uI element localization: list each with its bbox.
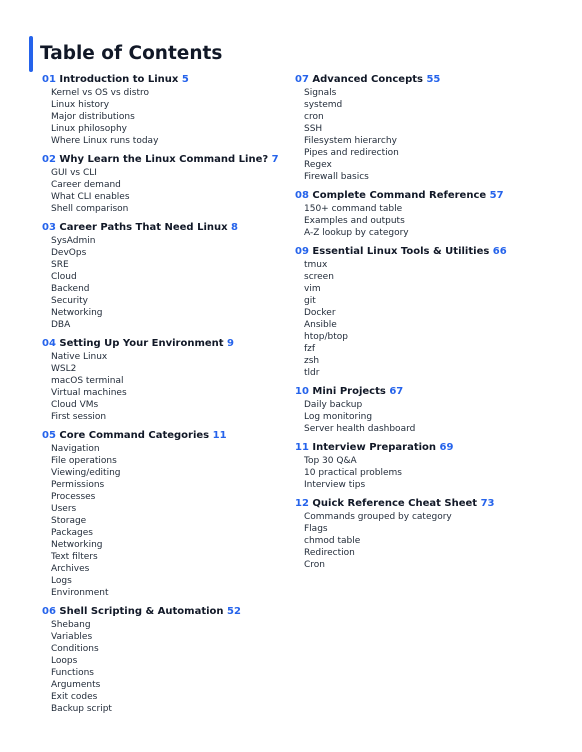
toc-subitem: 150+ command table bbox=[304, 204, 403, 214]
toc-subitem: Log monitoring bbox=[304, 412, 373, 422]
toc-subitem: Regex bbox=[304, 160, 332, 170]
section-number: 10 bbox=[295, 386, 309, 397]
page-title: Table of Contents bbox=[40, 43, 223, 64]
toc-section-heading[interactable] bbox=[42, 429, 292, 443]
toc-subitem: Commands grouped by category bbox=[304, 512, 452, 522]
toc-section bbox=[42, 221, 292, 331]
toc-subitem: Backend bbox=[51, 284, 90, 294]
toc-subitem: fzf bbox=[304, 344, 316, 354]
toc-subitem: vim bbox=[304, 284, 321, 294]
section-number: 04 bbox=[42, 338, 56, 349]
toc-subitem: Examples and outputs bbox=[304, 216, 405, 226]
toc-subitem: Functions bbox=[51, 668, 94, 678]
section-number: 07 bbox=[295, 74, 309, 85]
toc-subitem: Archives bbox=[51, 564, 90, 574]
toc-section-heading[interactable] bbox=[42, 337, 292, 351]
toc-section-heading[interactable] bbox=[295, 189, 555, 203]
toc-subitem: 10 practical problems bbox=[304, 468, 402, 478]
toc-subitem: Filesystem hierarchy bbox=[304, 136, 397, 146]
toc-subitem: Shell comparison bbox=[51, 204, 129, 214]
section-title: Shell Scripting & Automation bbox=[59, 606, 224, 617]
toc-subitem: Server health dashboard bbox=[304, 424, 416, 434]
toc-subitem: screen bbox=[304, 272, 334, 282]
section-page-number: 69 bbox=[439, 442, 454, 453]
section-title: Interview Preparation bbox=[312, 442, 437, 453]
section-page-number: 5 bbox=[181, 74, 189, 85]
toc-subitem: Navigation bbox=[51, 444, 100, 454]
section-page-number: 73 bbox=[480, 498, 495, 509]
toc-subitem: Viewing/editing bbox=[51, 468, 121, 478]
toc-section-heading[interactable] bbox=[42, 153, 292, 167]
toc-subitem: htop/btop bbox=[304, 332, 348, 342]
toc-subitem-list bbox=[42, 167, 292, 215]
section-number: 06 bbox=[42, 606, 56, 617]
toc-subitem-list bbox=[295, 259, 555, 379]
section-title: Why Learn the Linux Command Line? bbox=[59, 154, 269, 165]
toc-subitem: Pipes and redirection bbox=[304, 148, 399, 158]
toc-subitem: Redirection bbox=[304, 548, 355, 558]
title-accent-bar bbox=[29, 36, 33, 72]
toc-subitem: git bbox=[304, 296, 316, 306]
section-title: Setting Up Your Environment bbox=[59, 338, 224, 349]
section-page-number: 55 bbox=[426, 74, 441, 85]
toc-section bbox=[295, 441, 555, 491]
section-number: 02 bbox=[42, 154, 56, 165]
toc-subitem: A-Z lookup by category bbox=[304, 228, 409, 238]
toc-subitem-list bbox=[42, 443, 292, 599]
toc-subitem: chmod table bbox=[304, 536, 361, 546]
toc-subitem: zsh bbox=[304, 356, 320, 366]
toc-subitem-list bbox=[295, 203, 555, 239]
section-number: 09 bbox=[295, 246, 309, 257]
toc-subitem: Arguments bbox=[51, 680, 101, 690]
toc-subitem-list bbox=[42, 235, 292, 331]
toc-subitem: Processes bbox=[51, 492, 96, 502]
toc-subitem: Signals bbox=[304, 88, 337, 98]
toc-section bbox=[295, 497, 555, 571]
toc-subitem: Loops bbox=[51, 656, 78, 666]
toc-subitem-list bbox=[295, 399, 555, 435]
toc-subitem: Major distributions bbox=[51, 112, 135, 122]
toc-subitem: Variables bbox=[51, 632, 93, 642]
toc-section bbox=[42, 337, 292, 423]
toc-subitem: Permissions bbox=[51, 480, 105, 490]
section-title: Advanced Concepts bbox=[312, 74, 423, 85]
toc-column-left bbox=[42, 73, 292, 721]
toc-subitem: Packages bbox=[51, 528, 93, 538]
toc-subitem: File operations bbox=[51, 456, 117, 466]
toc-subitem: macOS terminal bbox=[51, 376, 124, 386]
section-page-number: 57 bbox=[489, 190, 504, 201]
section-title: Mini Projects bbox=[312, 386, 386, 397]
toc-subitem: DBA bbox=[51, 320, 71, 330]
toc-subitem: Ansible bbox=[304, 320, 337, 330]
toc-subitem: Top 30 Q&A bbox=[304, 456, 357, 466]
toc-subitem: Backup script bbox=[51, 704, 112, 714]
toc-subitem: SRE bbox=[51, 260, 69, 270]
section-page-number: 9 bbox=[227, 338, 234, 349]
section-title: Essential Linux Tools & Utilities bbox=[312, 246, 490, 257]
toc-subitem: Career demand bbox=[51, 180, 121, 190]
section-number: 11 bbox=[295, 442, 309, 453]
toc-section-heading[interactable] bbox=[42, 73, 292, 87]
toc-subitem: Linux philosophy bbox=[51, 124, 127, 134]
section-title: Core Command Categories bbox=[59, 430, 210, 441]
toc-section-heading[interactable] bbox=[42, 221, 292, 235]
toc-subitem: Daily backup bbox=[304, 400, 363, 410]
toc-subitem: Interview tips bbox=[304, 480, 366, 490]
section-page-number: 7 bbox=[271, 154, 279, 165]
toc-subitem: Storage bbox=[51, 516, 87, 526]
toc-subitem-list bbox=[295, 87, 555, 183]
toc-subitem: Security bbox=[51, 296, 88, 306]
toc-section-heading[interactable] bbox=[295, 497, 555, 511]
section-page-number: 8 bbox=[231, 222, 239, 233]
section-title: Quick Reference Cheat Sheet bbox=[312, 498, 478, 509]
section-number: 05 bbox=[42, 430, 56, 441]
toc-subitem: Docker bbox=[304, 308, 336, 318]
toc-subitem: tmux bbox=[304, 260, 328, 270]
toc-subitem: Flags bbox=[304, 524, 328, 534]
toc-section bbox=[42, 605, 292, 715]
toc-subitem: Environment bbox=[51, 588, 109, 598]
toc-subitem-list bbox=[295, 455, 555, 491]
section-page-number: 67 bbox=[389, 386, 404, 397]
toc-section-heading[interactable] bbox=[295, 385, 555, 399]
toc-subitem: Logs bbox=[51, 576, 72, 586]
toc-section bbox=[42, 153, 292, 215]
toc-subitem: SSH bbox=[304, 124, 323, 134]
toc-column-right bbox=[295, 73, 555, 577]
toc-section bbox=[295, 189, 555, 239]
toc-section bbox=[295, 385, 555, 435]
toc-section bbox=[42, 429, 292, 599]
toc-subitem: Firewall basics bbox=[304, 172, 369, 182]
section-title: Career Paths That Need Linux bbox=[59, 222, 228, 233]
section-title: Introduction to Linux bbox=[59, 74, 179, 85]
toc-subitem: Cloud VMs bbox=[51, 400, 99, 410]
toc-subitem: Users bbox=[51, 504, 77, 514]
section-number: 12 bbox=[295, 498, 309, 509]
section-title: Complete Command Reference bbox=[312, 190, 487, 201]
toc-subitem: Linux history bbox=[51, 100, 110, 110]
toc-subitem-list bbox=[42, 351, 292, 423]
toc-subitem: What CLI enables bbox=[51, 192, 130, 202]
toc-subitem: WSL2 bbox=[51, 364, 77, 374]
toc-subitem: Kernel vs OS vs distro bbox=[51, 88, 149, 98]
toc-subitem: Networking bbox=[51, 540, 103, 550]
toc-subitem: GUI vs CLI bbox=[51, 168, 97, 178]
toc-section bbox=[295, 245, 555, 379]
toc-section bbox=[295, 73, 555, 183]
toc-subitem: Cron bbox=[304, 560, 325, 570]
section-number: 08 bbox=[295, 190, 309, 201]
toc-subitem: cron bbox=[304, 112, 324, 122]
section-page-number: 66 bbox=[492, 246, 507, 257]
toc-subitem: Networking bbox=[51, 308, 103, 318]
toc-subitem: Shebang bbox=[51, 620, 91, 630]
toc-section-heading[interactable] bbox=[295, 441, 555, 455]
toc-subitem: Where Linux runs today bbox=[51, 136, 159, 146]
toc-subitem: systemd bbox=[304, 100, 343, 110]
toc-section-heading[interactable] bbox=[42, 605, 292, 619]
toc-subitem: Conditions bbox=[51, 644, 99, 654]
section-number: 03 bbox=[42, 222, 56, 233]
toc-subitem: Text filters bbox=[51, 552, 98, 562]
toc-subitem: Cloud bbox=[51, 272, 77, 282]
toc-subitem: SysAdmin bbox=[51, 236, 96, 246]
section-page-number: 11 bbox=[212, 430, 227, 441]
toc-section bbox=[42, 73, 292, 147]
toc-section-heading[interactable] bbox=[295, 245, 555, 259]
toc-subitem: Native Linux bbox=[51, 352, 108, 362]
toc-subitem-list bbox=[42, 619, 292, 715]
toc-subitem: First session bbox=[51, 412, 107, 422]
toc-subitem: Virtual machines bbox=[51, 388, 127, 398]
toc-subitem: tldr bbox=[304, 368, 320, 378]
section-page-number: 52 bbox=[227, 606, 241, 617]
toc-subitem: DevOps bbox=[51, 248, 87, 258]
toc-section-heading[interactable] bbox=[295, 73, 555, 87]
toc-subitem-list bbox=[295, 511, 555, 571]
toc-subitem: Exit codes bbox=[51, 692, 98, 702]
section-number: 01 bbox=[42, 74, 56, 85]
toc-subitem-list bbox=[42, 87, 292, 147]
